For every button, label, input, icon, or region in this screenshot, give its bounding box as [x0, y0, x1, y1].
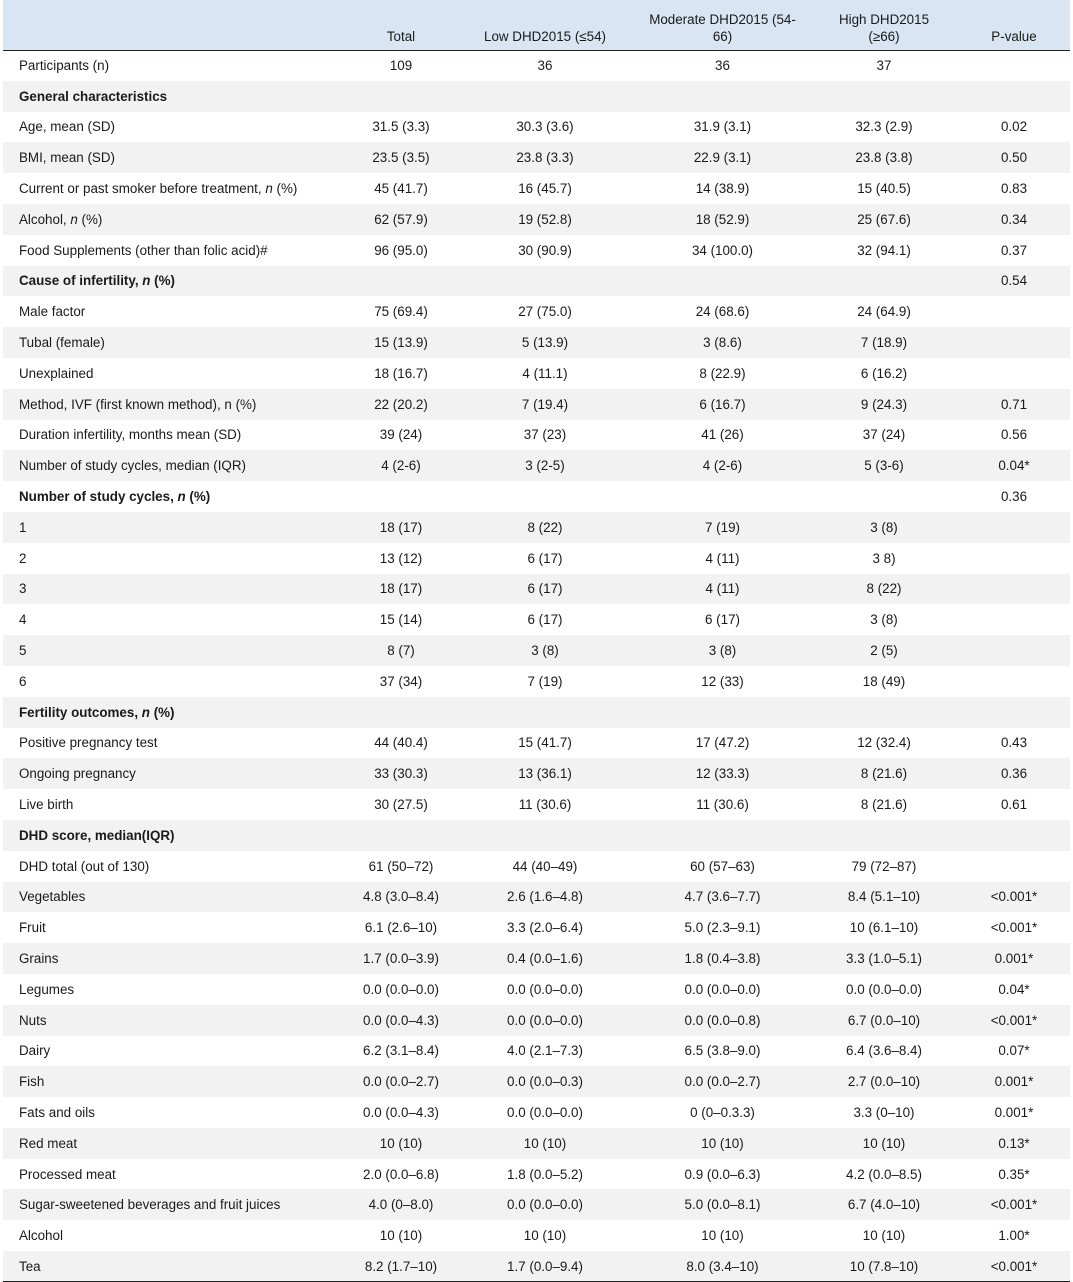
cell-high: 3.3 (1.0–5.1) [846, 951, 922, 966]
cell-pvalue [958, 296, 1070, 327]
table-row [3, 604, 1070, 635]
cell-low: 13 (36.1) [518, 766, 572, 782]
cell-total: 8 (7) [387, 643, 415, 659]
cell-high: 24 (64.9) [857, 304, 911, 320]
section-row [3, 697, 1070, 728]
cell-moderate: 24 (68.6) [695, 304, 750, 320]
table-row [3, 912, 1070, 943]
cell-low: 1.7 (0.0–9.4) [507, 1258, 583, 1274]
cell-low: 30.3 (3.6) [516, 119, 574, 135]
table-header [3, 0, 1070, 50]
cell-total: 33 (30.3) [374, 766, 428, 782]
cell-pvalue [958, 327, 1070, 358]
cell-pvalue: 0.02 [1000, 119, 1028, 135]
cell-high: 23.8 (3.8) [855, 150, 913, 166]
cell-total: 0.0 (0.0–4.3) [363, 1104, 439, 1120]
cell-high: 32 (94.1) [857, 242, 911, 258]
section-row [3, 820, 1070, 851]
cell-total: 0.0 (0.0–0.0) [363, 981, 439, 997]
table-body [3, 50, 1070, 1282]
header-high-text: High DHD2015 (≥66) [838, 11, 930, 44]
row-label: Cause of infertility, n (%) [19, 273, 175, 289]
cell-high: 6.7 (0.0–10) [847, 1012, 921, 1028]
cell-pvalue: 0.71 [1000, 396, 1028, 412]
cell-total: 62 (57.9) [374, 211, 428, 227]
cell-high: 32.3 (2.9) [855, 119, 913, 135]
row-label: Unexplained [19, 365, 94, 381]
row-label: 4 [19, 612, 27, 628]
cell-moderate: 7 (19) [705, 519, 740, 535]
row-label: Age, mean (SD) [19, 119, 116, 135]
cell-moderate [635, 81, 810, 112]
cell-low: 16 (45.7) [518, 181, 572, 197]
table-row [3, 574, 1070, 605]
row-label: Male factor [19, 304, 86, 320]
cell-high [810, 820, 958, 851]
cell-total: 109 [389, 58, 413, 74]
cell-pvalue [958, 851, 1070, 882]
cell-pvalue: 1.00* [998, 1228, 1030, 1244]
cell-total: 4.0 (0–8.0) [368, 1197, 434, 1213]
cell-pvalue [958, 512, 1070, 543]
table-row [3, 389, 1070, 420]
cell-moderate: 1.8 (0.4–3.8) [684, 951, 761, 966]
cell-total [347, 81, 455, 112]
table-row [3, 235, 1070, 266]
table-row [3, 943, 1070, 974]
cell-moderate [635, 481, 810, 512]
cell-high [810, 697, 958, 728]
cell-total: 30 (27.5) [374, 797, 428, 813]
cell-low: 0.4 (0.0–1.6) [507, 951, 583, 966]
cell-total: 8.2 (1.7–10) [364, 1258, 438, 1274]
cell-pvalue [958, 81, 1070, 112]
cell-low [455, 81, 635, 112]
table-row [3, 50, 1070, 81]
cell-moderate: 11 (30.6) [696, 797, 749, 813]
row-label: Vegetables [19, 889, 86, 905]
cell-total: 0.0 (0.0–2.7) [363, 1074, 439, 1090]
cell-high: 6 (16.2) [860, 365, 908, 381]
row-label: Participants (n) [19, 58, 110, 74]
cell-pvalue: 0.37 [1000, 242, 1028, 258]
cell-pvalue: 0.43 [1000, 735, 1028, 751]
cell-moderate: 4.7 (3.6–7.7) [684, 889, 761, 905]
table-row [3, 173, 1070, 204]
row-label: DHD score, median(IQR) [19, 827, 175, 843]
table-row [3, 1189, 1070, 1220]
cell-total: 10 (10) [379, 1228, 423, 1244]
cell-high: 6.7 (4.0–10) [847, 1197, 921, 1213]
header-label [3, 0, 347, 50]
cell-high: 8.4 (5.1–10) [847, 889, 921, 905]
cell-low: 3 (8) [531, 643, 559, 659]
cell-moderate: 10 (10) [701, 1228, 744, 1244]
cell-total: 18 (17) [379, 581, 423, 597]
cell-moderate: 8 (22.9) [699, 365, 746, 381]
cell-total: 10 (10) [379, 1135, 423, 1151]
cell-total [347, 820, 455, 851]
cell-pvalue: 0.34 [1000, 211, 1028, 227]
table-row [3, 327, 1070, 358]
cell-moderate [635, 820, 810, 851]
row-label: Tubal (female) [19, 335, 105, 351]
cell-total: 4 (2-6) [381, 458, 421, 474]
cell-moderate: 5.0 (0.0–8.1) [684, 1197, 761, 1213]
cell-pvalue: 0.07* [998, 1043, 1030, 1059]
cell-high: 5 (3-6) [864, 458, 904, 474]
cell-moderate: 0.0 (0.0–2.7) [684, 1074, 761, 1090]
cell-total: 45 (41.7) [374, 181, 428, 197]
table-row [3, 450, 1070, 481]
cell-total: 61 (50–72) [368, 858, 434, 874]
cell-total: 37 (34) [379, 673, 423, 689]
cell-low: 6 (17) [527, 612, 563, 628]
cell-total: 2.0 (0.0–6.8) [363, 1166, 439, 1182]
cell-low: 0.0 (0.0–0.0) [507, 1104, 583, 1120]
row-label: Fertility outcomes, n (%) [19, 704, 175, 720]
cell-pvalue: <0.001* [990, 920, 1038, 936]
cell-low: 23.8 (3.3) [516, 150, 574, 166]
cell-high: 15 (40.5) [857, 181, 911, 197]
cell-low: 37 (23) [523, 427, 567, 443]
cell-moderate: 3 (8) [708, 643, 737, 659]
cell-high: 3 8) [872, 550, 896, 566]
row-label: Method, IVF (first known method), n (%) [19, 396, 257, 412]
table-row [3, 851, 1070, 882]
cell-moderate: 12 (33.3) [695, 766, 750, 782]
cell-low: 4 (11.1) [522, 365, 568, 381]
cell-high: 9 (24.3) [860, 396, 908, 412]
cell-pvalue: 0.61 [1000, 797, 1028, 813]
row-label: Number of study cycles, median (IQR) [19, 458, 246, 474]
cell-low: 0.0 (0.0–0.3) [507, 1074, 583, 1090]
cell-high: 2.7 (0.0–10) [847, 1074, 921, 1090]
cell-moderate: 12 (33) [701, 673, 744, 689]
cell-moderate: 6 (17) [705, 612, 740, 628]
table-row [3, 204, 1070, 235]
table-row [3, 512, 1070, 543]
header-low: Low DHD2015 (≤54) [455, 0, 635, 50]
cell-pvalue: 0.04* [998, 458, 1030, 474]
cell-low: 7 (19) [527, 673, 563, 689]
table-row [3, 1159, 1070, 1190]
cell-pvalue [958, 666, 1070, 697]
cell-moderate: 4 (11) [705, 550, 740, 566]
cell-moderate: 36 [715, 58, 730, 74]
cell-high: 79 (72–87) [851, 858, 917, 874]
cell-low: 0.0 (0.0–0.0) [507, 1012, 583, 1028]
cell-pvalue: 0.13* [998, 1135, 1030, 1151]
cell-high: 2 (5) [870, 643, 898, 659]
table-row [3, 358, 1070, 389]
cell-moderate: 10 (10) [701, 1135, 744, 1151]
cell-total: 15 (13.9) [374, 335, 428, 351]
table-row [3, 112, 1070, 143]
row-label: 6 [19, 673, 27, 689]
cell-high [810, 481, 958, 512]
table-row [3, 789, 1070, 820]
row-label: Duration infertility, months mean (SD) [19, 427, 242, 443]
cell-pvalue: <0.001* [990, 1012, 1038, 1028]
cell-high: 12 (32.4) [857, 735, 911, 751]
table-row [3, 1005, 1070, 1036]
table-row [3, 543, 1070, 574]
table-row [3, 635, 1070, 666]
row-label: Fish [19, 1074, 45, 1090]
row-label: Current or past smoker before treatment, n (%) [19, 181, 298, 197]
cell-total: 18 (16.7) [374, 365, 428, 381]
table-row [3, 1097, 1070, 1128]
cell-high: 25 (67.6) [857, 211, 911, 227]
cell-moderate: 4 (11) [705, 581, 740, 597]
cell-high: 4.2 (0.0–8.5) [846, 1166, 922, 1182]
cell-moderate: 14 (38.9) [695, 181, 750, 197]
cell-high: 18 (49) [862, 673, 906, 689]
cell-moderate: 0.0 (0.0–0.0) [684, 981, 761, 997]
table-row [3, 1251, 1070, 1282]
table-row [3, 882, 1070, 913]
cell-moderate [635, 266, 810, 297]
cell-low: 44 (40–49) [512, 858, 578, 874]
cell-low: 7 (19.4) [521, 396, 569, 412]
row-label: Grains [19, 951, 59, 966]
cell-pvalue [958, 697, 1070, 728]
cell-moderate: 34 (100.0) [691, 242, 754, 258]
table-row [3, 974, 1070, 1005]
cell-high: 10 (10) [862, 1228, 906, 1244]
table-row [3, 1036, 1070, 1067]
cell-high: 6.4 (3.6–8.4) [846, 1043, 922, 1059]
cell-moderate: 18 (52.9) [695, 211, 750, 227]
cell-high: 0.0 (0.0–0.0) [846, 981, 922, 997]
row-label: 3 [19, 581, 27, 597]
table-row [3, 1066, 1070, 1097]
row-label: Nuts [19, 1012, 47, 1028]
row-label: General characteristics [19, 88, 168, 104]
header-pvalue: P-value [958, 0, 1070, 50]
cell-total: 18 (17) [379, 519, 423, 535]
cell-total: 13 (12) [379, 550, 423, 566]
cell-pvalue: <0.001* [990, 1197, 1038, 1213]
cell-moderate: 6 (16.7) [699, 396, 746, 412]
cell-low: 0.0 (0.0–0.0) [507, 981, 583, 997]
cell-high: 10 (7.8–10) [849, 1258, 919, 1274]
cell-total: 1.7 (0.0–3.9) [363, 951, 439, 966]
row-label: Food Supplements (other than folic acid)# [19, 242, 268, 258]
cell-moderate: 22.9 (3.1) [693, 150, 752, 166]
section-row [3, 481, 1070, 512]
table-row [3, 1220, 1070, 1251]
row-label: Tea [19, 1258, 41, 1274]
cell-moderate: 8.0 (3.4–10) [686, 1258, 759, 1274]
cell-pvalue [958, 820, 1070, 851]
cell-total: 23.5 (3.5) [372, 150, 430, 166]
cell-low: 1.8 (0.0–5.2) [507, 1166, 583, 1182]
cell-high: 7 (18.9) [860, 335, 908, 351]
row-label: Alcohol [19, 1228, 63, 1244]
cell-low: 19 (52.8) [518, 211, 572, 227]
row-label: Ongoing pregnancy [19, 766, 136, 782]
row-label: Legumes [19, 981, 75, 997]
row-label: 5 [19, 643, 27, 659]
cell-high: 3 (8) [870, 612, 898, 628]
cell-pvalue: 0.001* [994, 951, 1034, 966]
cell-pvalue: 0.001* [994, 1074, 1034, 1090]
cell-low: 30 (90.9) [518, 242, 572, 258]
row-label: Fruit [19, 920, 46, 936]
cell-high: 8 (21.6) [860, 797, 908, 813]
header-row [3, 0, 1070, 50]
cell-moderate: 4 (2-6) [702, 458, 743, 474]
cell-pvalue: 0.001* [994, 1104, 1034, 1120]
cell-pvalue [958, 574, 1070, 605]
cell-total: 96 (95.0) [374, 242, 428, 258]
cell-total: 44 (40.4) [374, 735, 428, 751]
header-total: Total [347, 0, 455, 50]
table-row [3, 728, 1070, 759]
cell-total: 39 (24) [379, 427, 423, 443]
table-row [3, 142, 1070, 173]
cell-total [347, 697, 455, 728]
cell-pvalue: 0.36 [1000, 489, 1028, 505]
cell-low: 10 (10) [523, 1228, 567, 1244]
cell-low: 2.6 (1.6–4.8) [507, 889, 583, 905]
cell-low [455, 481, 635, 512]
table-row [3, 1128, 1070, 1159]
cell-pvalue: 0.54 [1000, 273, 1028, 289]
cell-high [810, 266, 958, 297]
cell-high [810, 81, 958, 112]
row-label: Processed meat [19, 1166, 116, 1182]
cell-total: 0.0 (0.0–4.3) [363, 1012, 439, 1028]
cell-low [455, 697, 635, 728]
cell-moderate: 41 (26) [701, 427, 744, 443]
cell-total [347, 266, 455, 297]
cell-low: 10 (10) [523, 1135, 567, 1151]
row-label: Fats and oils [19, 1104, 95, 1120]
row-label: 2 [19, 550, 27, 566]
cell-moderate: 5.0 (2.3–9.1) [684, 920, 761, 936]
row-label: BMI, mean (SD) [19, 150, 115, 166]
cell-moderate: 0.0 (0.0–0.8) [684, 1012, 761, 1028]
cell-high: 37 (24) [862, 427, 906, 443]
cell-low: 15 (41.7) [518, 735, 572, 751]
cell-pvalue [958, 543, 1070, 574]
cell-moderate: 0.9 (0.0–6.3) [684, 1166, 761, 1182]
cell-low: 8 (22) [527, 519, 563, 535]
cell-high: 8 (21.6) [860, 766, 908, 782]
row-label: Red meat [19, 1135, 78, 1151]
cell-pvalue [958, 635, 1070, 666]
cell-pvalue: <0.001* [990, 1258, 1038, 1274]
cell-high: 37 [876, 58, 892, 74]
header-high [810, 0, 958, 50]
cell-high: 8 (22) [866, 581, 902, 597]
table-row [3, 758, 1070, 789]
cell-low: 6 (17) [527, 550, 563, 566]
cell-total: 15 (14) [379, 612, 423, 628]
row-label: Sugar-sweetened beverages and fruit juices [19, 1197, 281, 1213]
row-label: DHD total (out of 130) [19, 858, 150, 874]
cell-low: 4.0 (2.1–7.3) [507, 1043, 583, 1059]
cell-low: 3 (2-5) [525, 458, 565, 474]
cell-low: 3.3 (2.0–6.4) [507, 920, 583, 936]
cell-high: 3 (8) [870, 519, 898, 535]
cell-pvalue: <0.001* [990, 889, 1038, 905]
characteristics-table [3, 0, 1070, 1282]
cell-pvalue [958, 50, 1070, 81]
cell-pvalue: 0.56 [1000, 427, 1028, 443]
row-label: Live birth [19, 797, 74, 813]
cell-moderate: 31.9 (3.1) [693, 119, 752, 135]
cell-low [455, 266, 635, 297]
cell-pvalue [958, 358, 1070, 389]
cell-low: 27 (75.0) [518, 304, 572, 320]
cell-pvalue: 0.35* [998, 1166, 1030, 1182]
cell-total: 4.8 (3.0–8.4) [363, 889, 439, 905]
table-row [3, 296, 1070, 327]
table-row [3, 666, 1070, 697]
header-moderate: Moderate DHD2015 (54-66) [635, 0, 810, 50]
table-row [3, 420, 1070, 451]
cell-moderate: 0 (0–0.3.3) [690, 1104, 755, 1120]
cell-high: 3.3 (0–10) [853, 1104, 915, 1120]
section-row [3, 266, 1070, 297]
cell-total: 31.5 (3.3) [372, 119, 430, 135]
cell-total: 22 (20.2) [374, 396, 428, 412]
cell-moderate: 6.5 (3.8–9.0) [684, 1043, 761, 1059]
cell-pvalue: 0.36 [1000, 766, 1028, 782]
cell-high: 10 (10) [862, 1135, 906, 1151]
cell-low: 11 (30.6) [518, 797, 572, 813]
cell-moderate: 60 (57–63) [690, 858, 755, 874]
row-label: 1 [19, 519, 27, 535]
row-label: Alcohol, n (%) [19, 211, 103, 227]
row-label: Number of study cycles, n (%) [19, 489, 211, 505]
cell-pvalue: 0.04* [998, 981, 1030, 997]
cell-low: 36 [537, 58, 553, 74]
cell-moderate: 17 (47.2) [695, 735, 750, 751]
cell-total [347, 481, 455, 512]
cell-pvalue [958, 604, 1070, 635]
cell-low [455, 820, 635, 851]
cell-low: 0.0 (0.0–0.0) [507, 1197, 583, 1213]
cell-moderate: 3 (8.6) [703, 335, 742, 351]
cell-moderate [635, 697, 810, 728]
section-row [3, 81, 1070, 112]
cell-pvalue: 0.83 [1000, 181, 1028, 197]
cell-low: 6 (17) [527, 581, 563, 597]
cell-high: 10 (6.1–10) [849, 920, 919, 936]
cell-total: 6.2 (3.1–8.4) [363, 1043, 439, 1059]
cell-total: 6.1 (2.6–10) [364, 920, 438, 936]
cell-low: 5 (13.9) [521, 335, 569, 351]
row-label: Dairy [19, 1043, 51, 1059]
row-label: Positive pregnancy test [19, 735, 158, 751]
cell-pvalue: 0.50 [1000, 150, 1028, 166]
cell-total: 75 (69.4) [374, 304, 428, 320]
